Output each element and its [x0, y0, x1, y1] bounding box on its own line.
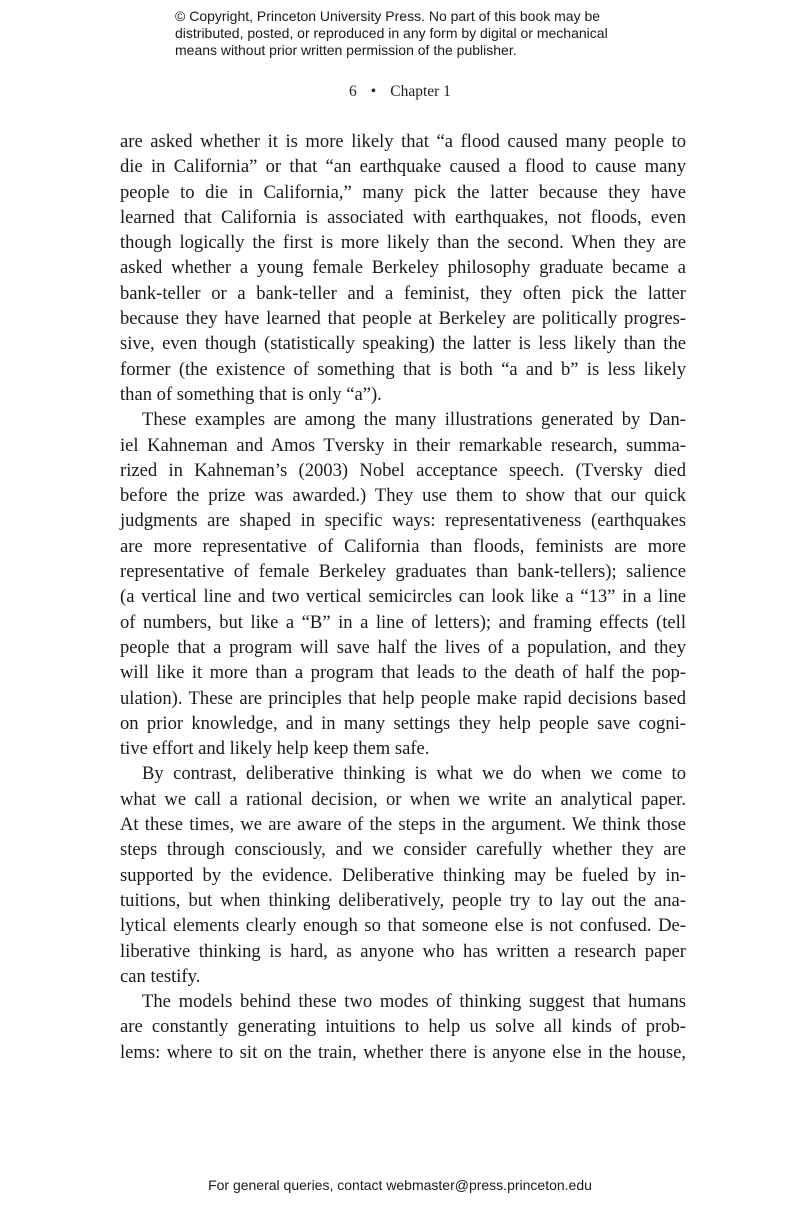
text-line: ulation). These are principles that help people make rapid decisions based — [120, 687, 686, 709]
text-line: than of something that is only “a”). — [120, 383, 382, 405]
running-head — [0, 83, 800, 101]
text-line: on prior knowledge, and in many settings they help people save cogni- — [120, 712, 686, 734]
paragraph — [120, 761, 686, 989]
text-line: judgments are shaped in specific ways: representativeness (earthquakes — [120, 510, 686, 532]
text-line: tuitions, but when thinking deliberatively, people try to lay out the ana- — [120, 889, 686, 911]
text-line: are more representative of California than floods, feminists are more — [120, 535, 686, 557]
text-line: These examples are among the many illustrations generated by Dan- — [142, 409, 686, 431]
text-line: At these times, we are aware of the steps in the argument. We think those — [120, 814, 686, 836]
copyright-notice — [175, 8, 695, 59]
text-line: will like it more than a program that leads to the death of half the pop- — [120, 662, 686, 684]
text-line: lems: where to sit on the train, whether there is anyone else in the house, — [120, 1041, 686, 1063]
text-line: iel Kahneman and Amos Tversky in their remarkable research, summa- — [120, 434, 686, 456]
text-line: asked whether a young female Berkeley philosophy graduate became a — [120, 257, 686, 279]
text-line: of numbers, but like a “B” in a line of letters); and framing effects (tell — [120, 611, 686, 633]
text-line: die in California” or that “an earthquake caused a flood to cause many — [120, 156, 686, 178]
text-line: learned that California is associated with earthquakes, not floods, even — [120, 206, 686, 228]
text-line: before the prize was awarded.) They use them to show that our quick — [120, 485, 686, 507]
text-line: people to die in California,” many pick the latter because they have — [120, 181, 686, 203]
paragraph — [120, 989, 686, 1065]
text-line: steps through consciously, and we consider carefully whether they are — [120, 839, 686, 861]
text-line: By contrast, deliberative thinking is what we do when we come to — [142, 763, 686, 785]
text-line: are constantly generating intuitions to help us solve all kinds of prob- — [120, 1016, 686, 1038]
text-line: representative of female Berkeley graduates than bank-tellers); salience — [120, 561, 686, 583]
text-line: tive effort and likely help keep them safe. — [120, 738, 430, 760]
body-text — [120, 129, 686, 1065]
chapter-label: Chapter 1 — [390, 83, 451, 100]
text-line: lytical elements clearly enough so that someone else is not confused. De- — [120, 915, 686, 937]
text-line: what we call a rational decision, or when we write an analytical paper. — [120, 788, 686, 810]
text-line: sive, even though (statistically speaking) the latter is less likely than the — [120, 333, 686, 355]
text-line: rized in Kahneman’s (2003) Nobel acceptance speech. (Tversky died — [120, 459, 686, 481]
separator-bullet: • — [370, 83, 377, 100]
footer-contact: For general queries, contact webmaster@press.princeton.edu — [208, 1177, 592, 1193]
text-line: can testify. — [120, 965, 201, 987]
paragraph — [120, 129, 686, 407]
text-line: former (the existence of something that is both “a and b” is less likely — [120, 358, 686, 380]
text-line: bank-teller or a bank-teller and a feminist, they often pick the latter — [120, 282, 686, 304]
copyright-line: © Copyright, Princeton University Press. No part of this book may be — [175, 8, 601, 24]
text-line: The models behind these two modes of thinking suggest that humans — [142, 991, 686, 1013]
text-line: liberative thinking is hard, as anyone who has written a research paper — [120, 940, 686, 962]
page-number: 6 — [349, 83, 357, 100]
text-line: though logically the first is more likely than the second. When they are — [120, 232, 686, 254]
text-line: because they have learned that people at Berkeley are politically progres- — [120, 308, 686, 330]
paragraph — [120, 407, 686, 761]
text-line: are asked whether it is more likely that “a flood caused many people to — [120, 131, 686, 152]
text-line: people that a program will save half the lives of a population, and they — [120, 636, 686, 658]
copyright-line: means without prior written permission of the publisher. — [175, 42, 517, 58]
text-line: supported by the evidence. Deliberative thinking may be fueled by in- — [120, 864, 686, 886]
text-line: (a vertical line and two vertical semicircles can look like a “13” in a line — [120, 586, 686, 608]
copyright-line: distributed, posted, or reproduced in any form by digital or mechanical — [175, 25, 608, 41]
